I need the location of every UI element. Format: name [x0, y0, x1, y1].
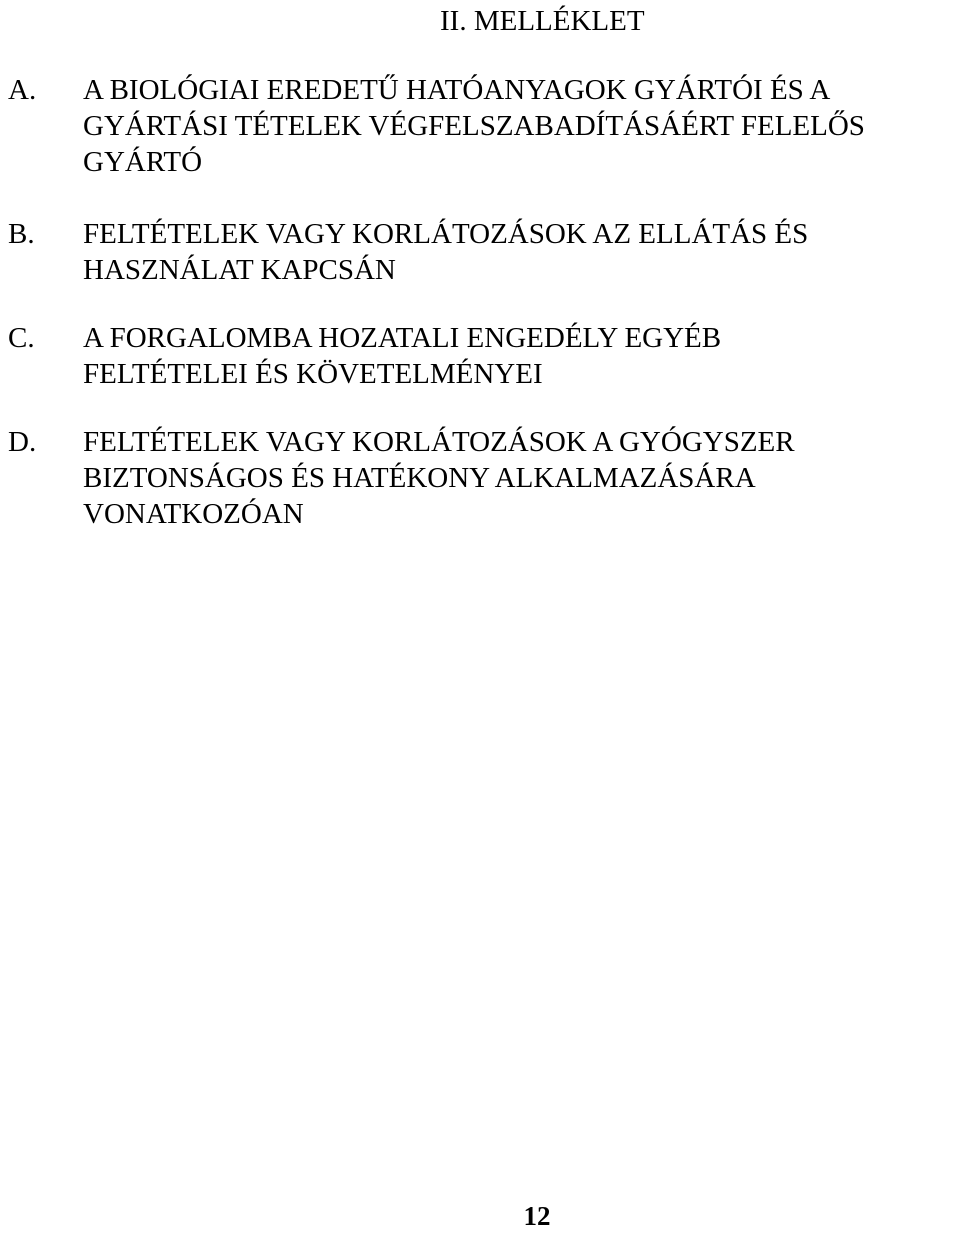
- heading-line: FELTÉTELEI ÉS KÖVETELMÉNYEI: [83, 358, 543, 390]
- heading-line: VONATKOZÓAN: [83, 498, 304, 530]
- heading-line: GYÁRTÓ: [83, 146, 203, 178]
- section-heading: [83, 424, 953, 532]
- section-letter: A.: [8, 74, 37, 106]
- annex-title: II. MELLÉKLET: [440, 5, 645, 37]
- section-heading: [83, 72, 953, 180]
- page-number: 12: [523, 1201, 551, 1231]
- section-heading: [83, 320, 953, 392]
- heading-line: HASZNÁLAT KAPCSÁN: [83, 254, 396, 286]
- heading-line: BIZTONSÁGOS ÉS HATÉKONY ALKALMAZÁSÁRA: [83, 462, 756, 494]
- section-letter: D.: [8, 426, 37, 458]
- section-letter: B.: [8, 218, 35, 250]
- heading-line: GYÁRTÁSI TÉTELEK VÉGFELSZABADÍTÁSÁÉRT FELELŐS: [83, 110, 865, 142]
- section-letter: C.: [8, 322, 35, 354]
- heading-line: A FORGALOMBA HOZATALI ENGEDÉLY EGYÉB: [83, 322, 722, 354]
- heading-line: FELTÉTELEK VAGY KORLÁTOZÁSOK A GYÓGYSZER: [83, 426, 795, 458]
- heading-line: A BIOLÓGIAI EREDETŰ HATÓANYAGOK GYÁRTÓI ÉS A: [83, 74, 831, 106]
- section-heading: [83, 216, 953, 288]
- heading-line: FELTÉTELEK VAGY KORLÁTOZÁSOK AZ ELLÁTÁS ÉS: [83, 218, 809, 250]
